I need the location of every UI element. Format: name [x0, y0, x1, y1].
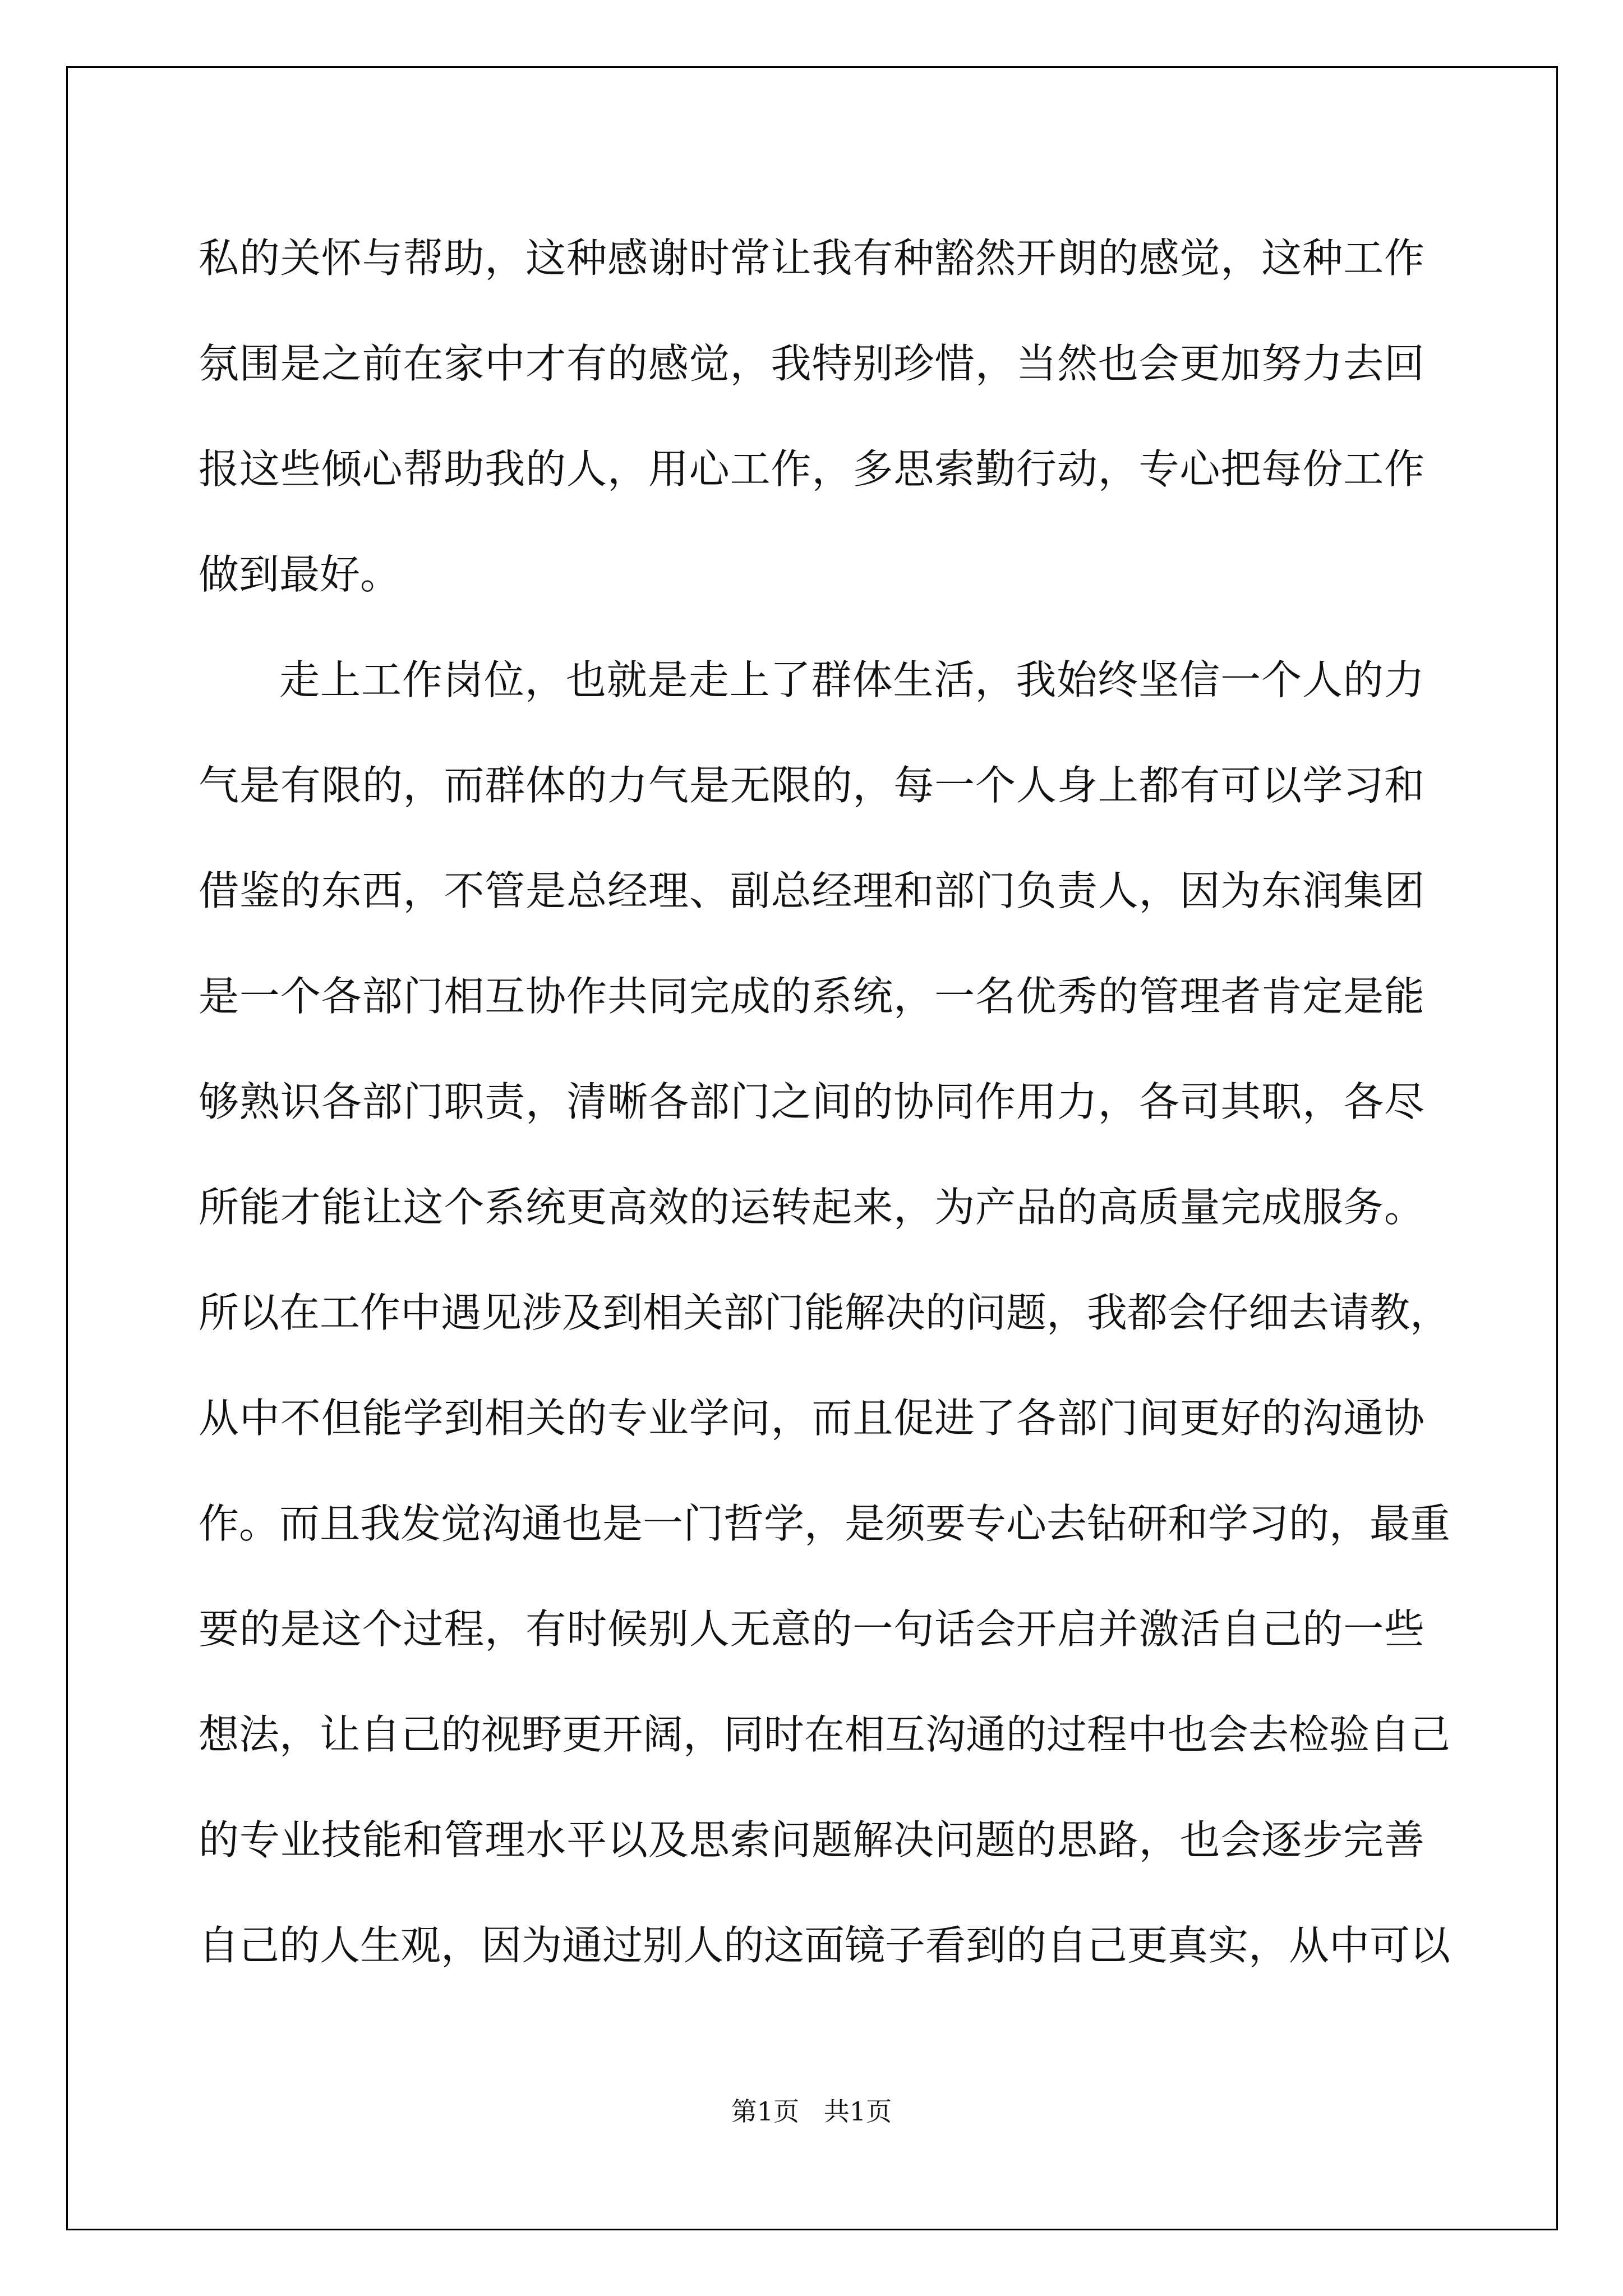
- text-line: 走上工作岗位，也就是走上了群体生活，我始终坚信一个人的力: [279, 656, 1424, 703]
- text-line: 自己的人生观，因为通过别人的这面镜子看到的自己更真实，从中可以: [199, 1922, 1451, 1969]
- text-line: 作。而且我发觉沟通也是一门哲学，是须要专心去钻研和学习的，最重: [199, 1500, 1451, 1547]
- text-line: 氛围是之前在家中才有的感觉，我特别珍惜，当然也会更加努力去回: [199, 340, 1424, 387]
- text-line: 是一个各部门相互协作共同完成的系统，一名优秀的管理者肯定是能: [199, 973, 1424, 1020]
- text-line: 做到最好。: [199, 551, 401, 598]
- page-footer: 第1页 共1页: [731, 2096, 892, 2127]
- text-line: 所以在工作中遇见涉及到相关部门能解决的问题，我都会仔细去请教，: [199, 1289, 1451, 1336]
- document-body: [199, 205, 1451, 1998]
- text-line: 报这些倾心帮助我的人，用心工作，多思索勤行动，专心把每份工作: [199, 445, 1424, 493]
- text-line: 的专业技能和管理水平以及思索问题解决问题的思路，也会逐步完善: [199, 1816, 1424, 1864]
- text-line: 想法，让自己的视野更开阔，同时在相互沟通的过程中也会去检验自己: [199, 1711, 1451, 1758]
- text-line: 所能才能让这个系统更高效的运转起来，为产品的高质量完成服务。: [199, 1184, 1424, 1231]
- text-line: 够熟识各部门职责，清晰各部门之间的协同作用力，各司其职，各尽: [199, 1078, 1424, 1125]
- text-line: 私的关怀与帮助，这种感谢时常让我有种豁然开朗的感觉，这种工作: [199, 234, 1424, 282]
- text-line: 气是有限的，而群体的力气是无限的，每一个人身上都有可以学习和: [199, 762, 1424, 809]
- text-line: 要的是这个过程，有时候别人无意的一句话会开启并激活自己的一些: [199, 1605, 1424, 1653]
- text-line: 从中不但能学到相关的专业学问，而且促进了各部门间更好的沟通协: [199, 1395, 1424, 1442]
- text-line: 借鉴的东西，不管是总经理、副总经理和部门负责人，因为东润集团: [199, 867, 1424, 914]
